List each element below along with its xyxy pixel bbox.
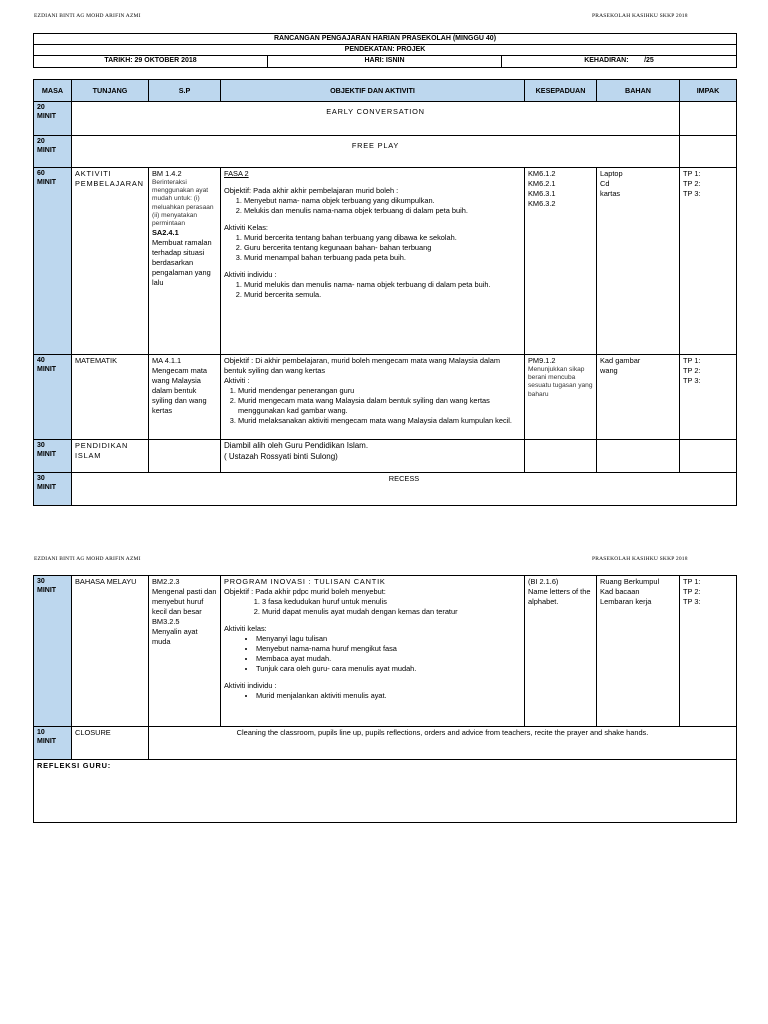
page2-header-left: EZDIANI BINTI AG MOHD ARIFIN AZMI — [34, 556, 141, 562]
kehadiran-label: KEHADIRAN: /25 — [502, 56, 737, 68]
impak-item: TP 1: — [683, 577, 701, 586]
pendekatan-label: PENDEKATAN: PROJEK — [34, 45, 737, 56]
kesepaduan-description: Menunjukkan sikap berani mencuba sesuatu tugasan yang baharu — [528, 365, 593, 398]
program-title: PROGRAM INOVASI : TULISAN CANTIK — [224, 577, 386, 586]
list-item: 2. Murid dapat menulis ayat mudah dengan kemas dan teratur — [262, 607, 521, 617]
col-kesepaduan: KESEPADUAN — [525, 80, 597, 102]
kesepaduan-code: KM6.2.1 — [528, 178, 556, 188]
table-row — [34, 576, 737, 727]
objektif-text: Objektif : Di akhir pembelajaran, murid boleh mengecam mata wang Malaysia dalam bentuk syiling dan wang kertas — [224, 356, 501, 375]
page-title: RANCANGAN PENGAJARAN HARIAN PRASEKOLAH (MINGGU 40) — [34, 34, 737, 45]
list-item: • Tunjuk cara oleh guru- cara menulis ayat mudah. — [256, 664, 521, 674]
aktiviti-individu-title: Aktiviti individu : — [224, 269, 277, 279]
impak-item: TP 3: — [683, 188, 701, 198]
table-header-row — [34, 80, 737, 102]
impak-item: TP 3: — [683, 375, 701, 385]
list-item: 2. Murid mengecam mata wang Malaysia dalam bentuk syiling dan wang kertas menggunakan kad gambar wang. — [238, 396, 521, 416]
objektif-cell — [221, 440, 525, 473]
empty-cell — [525, 440, 597, 473]
kesepaduan-code: PM9.1.2 — [528, 356, 556, 365]
impak-item: TP 2: — [683, 586, 701, 596]
objektif-list — [224, 597, 521, 617]
objektif-list — [224, 196, 521, 216]
objektif-cell — [221, 355, 525, 440]
bahan-cell — [597, 355, 680, 440]
impak-cell — [680, 168, 737, 355]
empty-cell — [680, 440, 737, 473]
islam-line: ( Ustazah Rossyati binti Sulong) — [224, 451, 338, 461]
aktiviti-kelas-title: Aktiviti kelas: — [224, 623, 267, 633]
masa-cell: 30 MINIT — [34, 473, 72, 506]
bahan-cell — [597, 168, 680, 355]
table-row — [34, 355, 737, 440]
masa-cell: 20 MINIT — [34, 102, 72, 136]
aktiviti-individu-list — [224, 280, 521, 300]
fasa-label: FASA 2 — [224, 169, 249, 178]
impak-item: TP 1: — [683, 169, 701, 178]
bahan-cell: Ruang Berkumpul Kad bacaan Lembaran kerja — [597, 576, 680, 727]
tunjang-cell: BAHASA MELAYU — [72, 576, 149, 727]
col-bahan: BAHAN — [597, 80, 680, 102]
bahan-item: kartas — [600, 188, 621, 198]
empty-cell — [597, 440, 680, 473]
objektif-cell — [221, 576, 525, 727]
tunjang-cell: MATEMATIK — [72, 355, 149, 440]
islam-line: Diambil alih oleh Guru Pendidikan Islam. — [224, 441, 369, 450]
bahan-item: Kad gambar — [600, 356, 641, 365]
kesepaduan-code: KM6.3.2 — [528, 198, 556, 208]
bahan-item: Cd — [600, 178, 610, 188]
recess-cell: RECESS — [72, 473, 737, 506]
col-masa: MASA — [34, 80, 72, 102]
table-row — [34, 473, 737, 506]
kesepaduan-cell: (BI 2.1.6) Name letters of the alphabet. — [525, 576, 597, 727]
col-impak: IMPAK — [680, 80, 737, 102]
closure-cell: Cleaning the classroom, pupils line up, pupils reflections, orders and advice from teachers, recite the prayer and shake hands. — [149, 727, 737, 760]
list-item: 1. Murid melukis dan menulis nama- nama objek terbuang di dalam peta buih. — [244, 280, 521, 290]
empty-cell — [149, 440, 221, 473]
title-table — [33, 33, 737, 68]
bahan-item: wang — [600, 365, 618, 375]
list-item: 2. Murid bercerita semula. — [244, 290, 521, 300]
list-item: 2. Melukis dan menulis nama-nama objek terbuang di dalam peta buih. — [244, 206, 521, 216]
kesepaduan-cell — [525, 355, 597, 440]
lesson-plan-table-page2 — [33, 575, 737, 823]
list-item: • Murid menjalankan aktiviti menulis ayat. — [256, 691, 521, 701]
masa-cell: 60 MINIT — [34, 168, 72, 355]
free-play-cell: FREE PLAY — [72, 136, 680, 168]
sp-cell — [149, 355, 221, 440]
tarikh-label: TARIKH: 29 OKTOBER 2018 — [34, 56, 268, 68]
kesepaduan-code: KM6.1.2 — [528, 169, 556, 178]
empty-cell — [680, 102, 737, 136]
masa-cell: 30 MINIT — [34, 440, 72, 473]
list-item: 3. Murid melaksanakan aktiviti mengecam mata wang Malaysia dalam kumpulan kecil. — [238, 416, 521, 426]
impak-item: TP 1: — [683, 356, 701, 365]
objektif-cell — [221, 168, 525, 355]
tunjang-cell: CLOSURE — [72, 727, 149, 760]
early-conversation-cell: EARLY CONVERSATION — [72, 102, 680, 136]
col-sp: S.P — [149, 80, 221, 102]
impak-item: TP 3: — [683, 596, 701, 606]
list-item: 1. 3 fasa kedudukan huruf untuk menulis — [262, 597, 521, 607]
masa-cell: 40 MINIT — [34, 355, 72, 440]
list-item: 3. Murid menampal bahan terbuang pada peta buih. — [244, 253, 521, 263]
tunjang-cell: AKTIVITI PEMBELAJARAN — [72, 168, 149, 355]
list-item: 1. Menyebut nama- nama objek terbuang yang dikumpulkan. — [244, 196, 521, 206]
sp-description: Mengecam mata wang Malaysia dalam bentuk syiling dan wang kertas — [152, 365, 208, 415]
table-row — [34, 760, 737, 823]
sp-code: MA 4.1.1 — [152, 356, 182, 365]
lesson-plan-table — [33, 79, 737, 506]
list-item: 1. Murid mendengar penerangan guru — [238, 386, 521, 396]
aktiviti-title: Aktiviti : — [224, 375, 250, 385]
table-row — [34, 440, 737, 473]
impak-item: TP 2: — [683, 365, 701, 375]
impak-cell — [680, 576, 737, 727]
col-tunjang: TUNJANG — [72, 80, 149, 102]
sp-description: Berinteraksi menggunakan ayat mudah untuk: (i) meluahkan perasaan (ii) menyatakan permintaan — [152, 178, 214, 228]
list-item: 2. Guru bercerita tentang kegunaan bahan- bahan terbuang — [244, 243, 521, 253]
objektif-text: Objektif : Pada akhir pdpc murid boleh menyebut: — [224, 586, 386, 596]
page1-header-right: PRASEKOLAH KASIHKU SKKP 2018 — [592, 13, 688, 19]
sp-code: BM 1.4.2 — [152, 169, 182, 178]
sp-description: Membuat ramalan terhadap situasi berdasarkan pengalaman yang lalu — [152, 238, 212, 288]
kesepaduan-cell — [525, 168, 597, 355]
list-item: • Membaca ayat mudah. — [256, 654, 521, 664]
aktiviti-individu-list — [224, 691, 521, 701]
table-row — [34, 102, 737, 136]
aktiviti-list — [224, 386, 521, 426]
table-row — [34, 136, 737, 168]
list-item: • Menyebut nama-nama huruf mengikut fasa — [256, 644, 521, 654]
page1-header-left: EZDIANI BINTI AG MOHD ARIFIN AZMI — [34, 13, 141, 19]
empty-cell — [680, 136, 737, 168]
table-row — [34, 727, 737, 760]
sp-cell: BM2.2.3 Mengenal pasti dan menyebut huruf kecil dan besar BM3.2.5 Menyalin ayat muda — [149, 576, 221, 727]
sp-cell — [149, 168, 221, 355]
aktiviti-individu-title: Aktiviti individu : — [224, 680, 277, 690]
refleksi-guru-cell: REFLEKSI GURU: — [34, 760, 737, 823]
aktiviti-kelas-list — [224, 233, 521, 263]
col-objektif: OBJEKTIF DAN AKTIVITI — [221, 80, 525, 102]
aktiviti-kelas-title: Aktiviti Kelas: — [224, 222, 268, 232]
hari-label: HARI: ISNIN — [268, 56, 502, 68]
sp-code: SA2.4.1 — [152, 228, 179, 238]
bahan-item: Laptop — [600, 169, 623, 178]
kesepaduan-code: KM6.3.1 — [528, 188, 556, 198]
page2-header-right: PRASEKOLAH KASIHKU SKKP 2018 — [592, 556, 688, 562]
tunjang-cell: PENDIDIKAN ISLAM — [72, 440, 149, 473]
masa-cell: 30 MINIT — [34, 576, 72, 727]
masa-cell: 20 MINIT — [34, 136, 72, 168]
objektif-text: Objektif: Pada akhir akhir pembelajaran murid boleh : — [224, 185, 399, 195]
impak-cell — [680, 355, 737, 440]
aktiviti-kelas-list — [224, 634, 521, 674]
impak-item: TP 2: — [683, 178, 701, 188]
list-item: • Menyanyi lagu tulisan — [256, 634, 521, 644]
list-item: 1. Murid bercerita tentang bahan terbuang yang dibawa ke sekolah. — [244, 233, 521, 243]
table-row — [34, 168, 737, 355]
masa-cell: 10 MINIT — [34, 727, 72, 760]
